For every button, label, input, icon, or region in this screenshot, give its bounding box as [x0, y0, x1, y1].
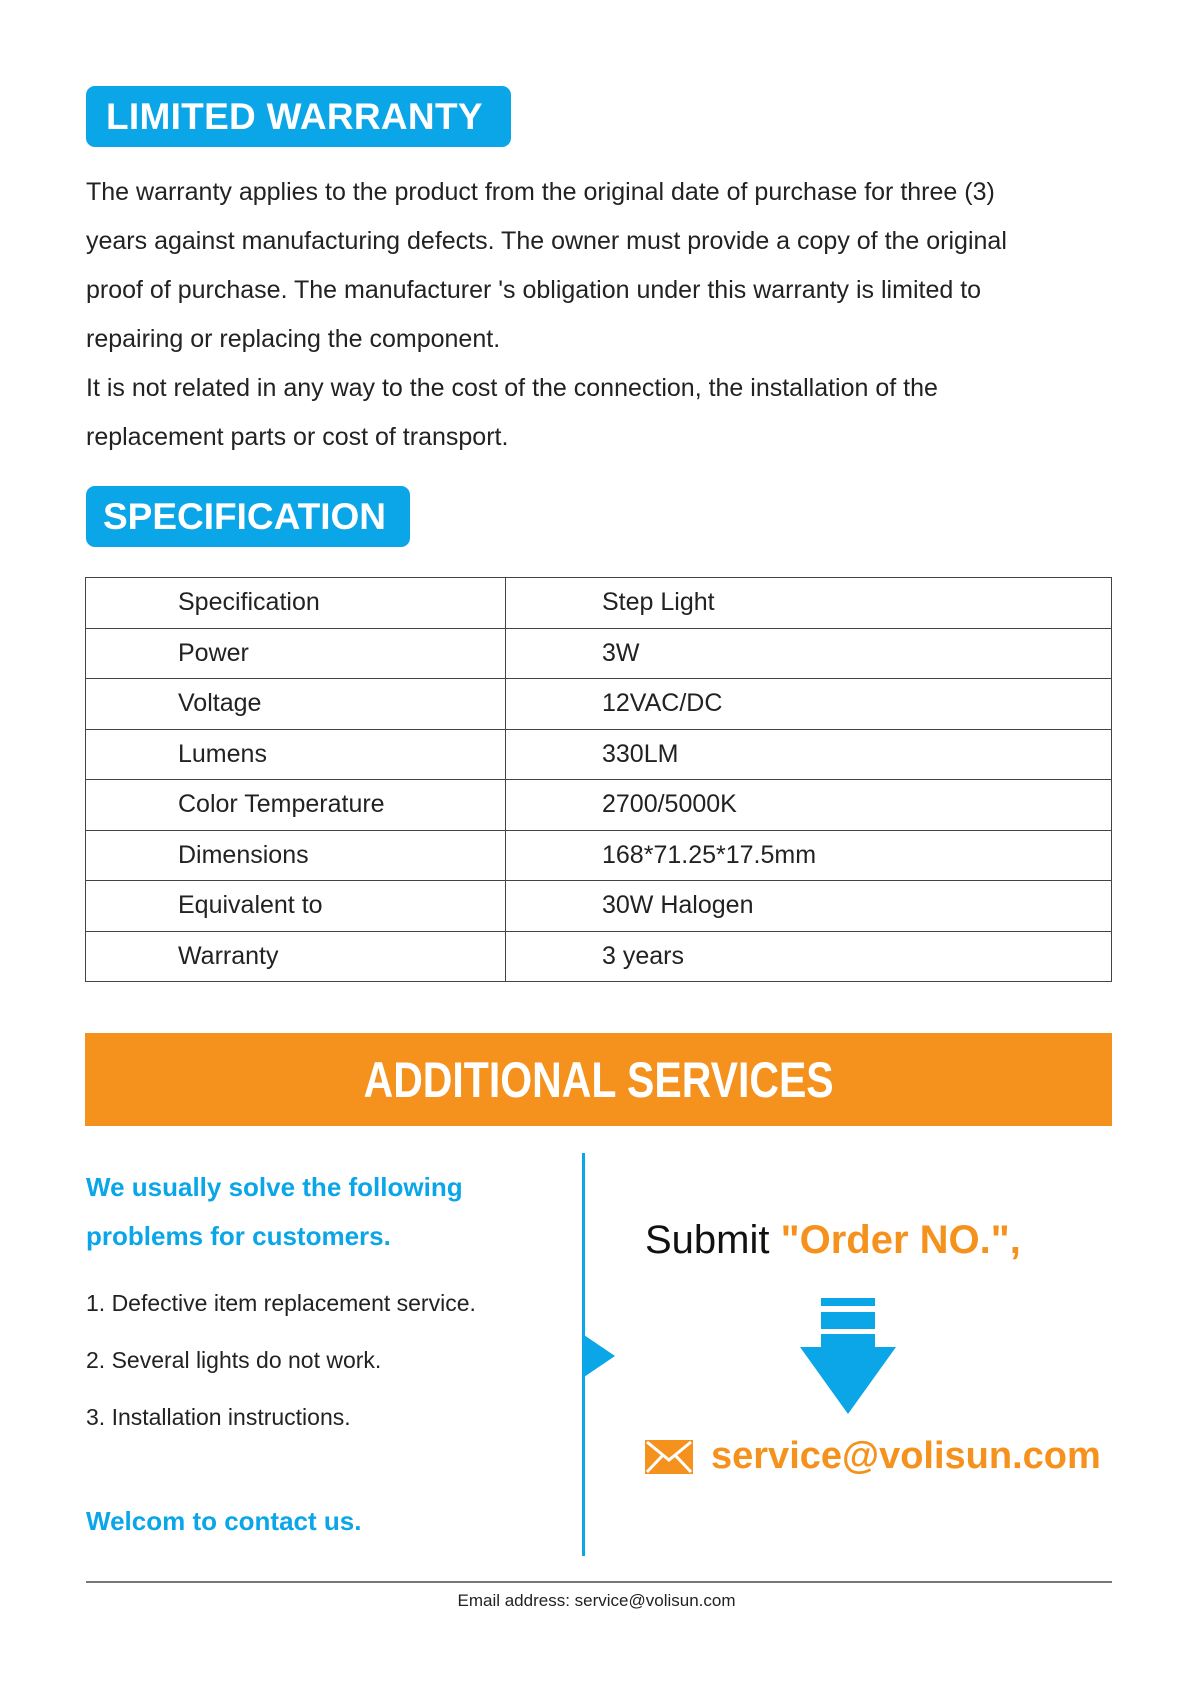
spec-value: Step Light [506, 578, 1112, 629]
table-row [86, 679, 1112, 730]
footer-email-address: Email address: service@volisun.com [457, 1591, 736, 1610]
additional-services-banner [85, 1033, 1112, 1126]
services-intro-line-2: problems for customers. [86, 1221, 391, 1251]
spec-value: 2700/5000K [506, 780, 1112, 831]
spec-value: 30W Halogen [506, 881, 1112, 932]
additional-services-title: ADDITIONAL SERVICES [363, 1051, 834, 1108]
warranty-paragraph [86, 168, 1126, 462]
spec-label: Warranty [86, 931, 506, 982]
spec-label: Equivalent to [86, 881, 506, 932]
warranty-line: replacement parts or cost of transport. [86, 423, 509, 451]
service-email-link[interactable]: service@volisun.com [711, 1435, 1101, 1477]
triangle-pointer-icon [584, 1335, 615, 1377]
footer-divider [86, 1581, 1112, 1583]
spec-label: Lumens [86, 729, 506, 780]
warranty-line: It is not related in any way to the cost of the connection, the installation of the [86, 374, 938, 402]
table-row [86, 578, 1112, 629]
specification-table [85, 577, 1112, 982]
order-number-highlight: "Order NO.", [780, 1218, 1021, 1262]
table-row [86, 881, 1112, 932]
service-email-row [645, 1435, 1101, 1478]
specification-heading: SPECIFICATION [86, 486, 410, 547]
spec-value: 3 years [506, 931, 1112, 982]
contact-us-text: Welcom to contact us. [86, 1506, 362, 1536]
warranty-line: The warranty applies to the product from the original date of purchase for three (3) [86, 178, 995, 206]
limited-warranty-heading: LIMITED WARRANTY [86, 86, 511, 147]
table-row [86, 628, 1112, 679]
spec-label: Specification [86, 578, 506, 629]
spec-label: Power [86, 628, 506, 679]
spec-label: Voltage [86, 679, 506, 730]
arrow-head [800, 1334, 896, 1414]
spec-label: Color Temperature [86, 780, 506, 831]
services-intro-line-1: We usually solve the following [86, 1172, 463, 1202]
arrow-bar-middle [821, 1312, 875, 1329]
arrow-bar-top [821, 1298, 875, 1306]
service-list-item: 1. Defective item replacement service. [86, 1290, 476, 1316]
spec-value: 168*71.25*17.5mm [506, 830, 1112, 881]
submit-order-text [645, 1218, 1021, 1263]
spec-value: 12VAC/DC [506, 679, 1112, 730]
service-list-item: 2. Several lights do not work. [86, 1347, 382, 1373]
down-arrow-icon [800, 1298, 896, 1414]
warranty-line: years against manufacturing defects. The owner must provide a copy of the original [86, 227, 1007, 255]
spec-value: 3W [506, 628, 1112, 679]
spec-label: Dimensions [86, 830, 506, 881]
warranty-line: proof of purchase. The manufacturer 's obligation under this warranty is limited to [86, 276, 982, 304]
service-list-item: 3. Installation instructions. [86, 1404, 351, 1430]
spec-value: 330LM [506, 729, 1112, 780]
table-row [86, 931, 1112, 982]
table-row [86, 830, 1112, 881]
table-row [86, 780, 1112, 831]
envelope-icon [645, 1440, 693, 1474]
warranty-line: repairing or replacing the component. [86, 325, 501, 353]
table-row [86, 729, 1112, 780]
submit-prefix: Submit [645, 1218, 770, 1262]
